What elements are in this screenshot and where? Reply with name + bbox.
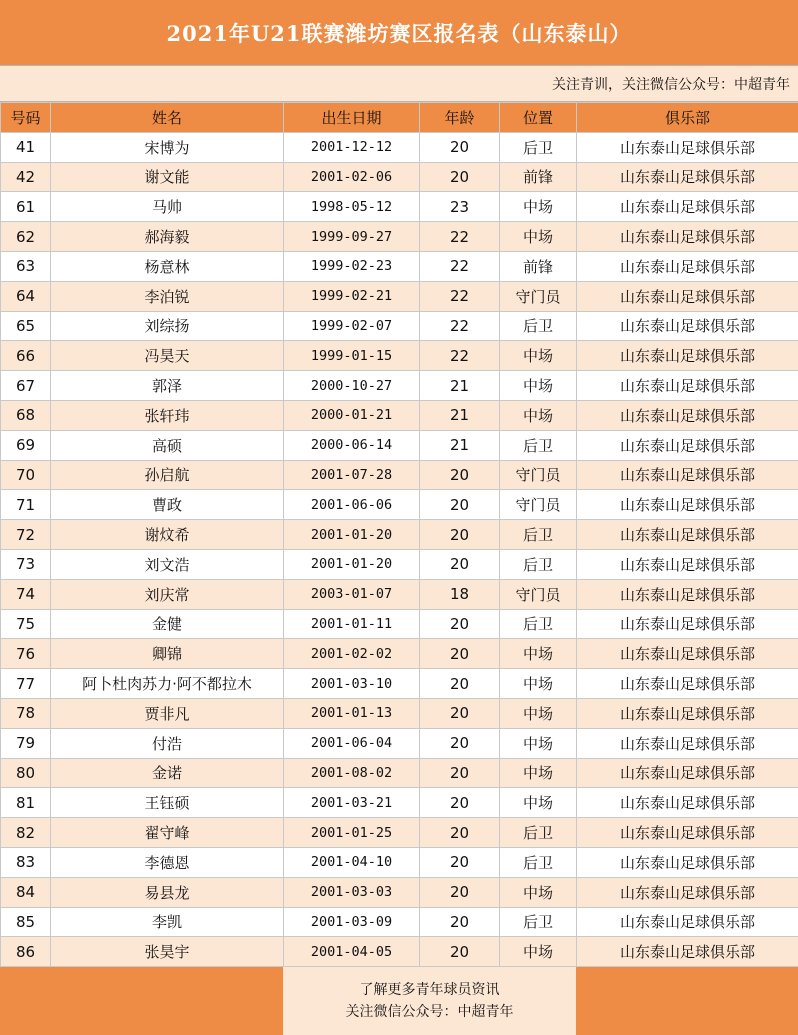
cell-number: 41 [1, 132, 51, 162]
cell-birthdate: 2000-10-27 [284, 371, 420, 401]
header-number: 号码 [1, 103, 51, 133]
cell-position: 后卫 [500, 311, 577, 341]
cell-age: 21 [420, 371, 500, 401]
table-row [1, 758, 798, 788]
table-row [1, 400, 798, 430]
cell-position: 后卫 [500, 847, 577, 877]
cell-age: 22 [420, 281, 500, 311]
cell-club: 山东泰山足球俱乐部 [577, 877, 798, 907]
cell-birthdate: 1999-02-23 [284, 251, 420, 281]
cell-age: 20 [420, 520, 500, 550]
cell-club: 山东泰山足球俱乐部 [577, 430, 798, 460]
cell-position: 中场 [500, 788, 577, 818]
cell-age: 20 [420, 490, 500, 520]
cell-club: 山东泰山足球俱乐部 [577, 847, 798, 877]
cell-club: 山东泰山足球俱乐部 [577, 579, 798, 609]
header-name: 姓名 [51, 103, 284, 133]
cell-age: 20 [420, 847, 500, 877]
table-row [1, 281, 798, 311]
table-row [1, 430, 798, 460]
table-row [1, 132, 798, 162]
cell-birthdate: 2001-01-13 [284, 698, 420, 728]
cell-age: 20 [420, 788, 500, 818]
header-birthdate: 出生日期 [284, 103, 420, 133]
cell-age: 18 [420, 579, 500, 609]
cell-number: 74 [1, 579, 51, 609]
footer [0, 967, 798, 1035]
cell-age: 22 [420, 341, 500, 371]
cell-birthdate: 2001-12-12 [284, 132, 420, 162]
cell-club: 山东泰山足球俱乐部 [577, 818, 798, 848]
table-row [1, 222, 798, 252]
cell-number: 81 [1, 788, 51, 818]
table-row [1, 609, 798, 639]
cell-birthdate: 2001-07-28 [284, 460, 420, 490]
cell-name: 孙启航 [51, 460, 284, 490]
cell-name: 张轩玮 [51, 400, 284, 430]
cell-age: 20 [420, 162, 500, 192]
cell-number: 71 [1, 490, 51, 520]
table-row [1, 788, 798, 818]
cell-position: 守门员 [500, 460, 577, 490]
cell-age: 20 [420, 818, 500, 848]
cell-name: 曹政 [51, 490, 284, 520]
cell-age: 20 [420, 907, 500, 937]
cell-number: 63 [1, 251, 51, 281]
table-row [1, 698, 798, 728]
cell-club: 山东泰山足球俱乐部 [577, 698, 798, 728]
cell-age: 21 [420, 400, 500, 430]
cell-name: 阿卜杜肉苏力·阿不都拉木 [51, 669, 284, 699]
cell-age: 20 [420, 549, 500, 579]
cell-birthdate: 1999-02-07 [284, 311, 420, 341]
footer-line-2: 关注微信公众号：中超青年 [346, 1001, 514, 1023]
cell-age: 22 [420, 222, 500, 252]
cell-club: 山东泰山足球俱乐部 [577, 490, 798, 520]
cell-number: 66 [1, 341, 51, 371]
cell-number: 65 [1, 311, 51, 341]
cell-club: 山东泰山足球俱乐部 [577, 251, 798, 281]
cell-birthdate: 2000-06-14 [284, 430, 420, 460]
cell-number: 85 [1, 907, 51, 937]
cell-position: 中场 [500, 698, 577, 728]
cell-name: 张昊宇 [51, 937, 284, 967]
table-row [1, 907, 798, 937]
cell-name: 金诺 [51, 758, 284, 788]
cell-birthdate: 2001-01-25 [284, 818, 420, 848]
cell-age: 22 [420, 311, 500, 341]
cell-number: 68 [1, 400, 51, 430]
cell-name: 金健 [51, 609, 284, 639]
cell-birthdate: 2003-01-07 [284, 579, 420, 609]
cell-number: 64 [1, 281, 51, 311]
cell-birthdate: 2001-02-06 [284, 162, 420, 192]
cell-number: 72 [1, 520, 51, 550]
cell-name: 李德恩 [51, 847, 284, 877]
cell-position: 中场 [500, 400, 577, 430]
cell-birthdate: 1998-05-12 [284, 192, 420, 222]
cell-position: 守门员 [500, 281, 577, 311]
cell-name: 刘庆常 [51, 579, 284, 609]
cell-club: 山东泰山足球俱乐部 [577, 549, 798, 579]
cell-position: 后卫 [500, 520, 577, 550]
header-age: 年龄 [420, 103, 500, 133]
cell-position: 中场 [500, 669, 577, 699]
cell-number: 79 [1, 728, 51, 758]
cell-age: 20 [420, 698, 500, 728]
cell-birthdate: 2000-01-21 [284, 400, 420, 430]
cell-age: 20 [420, 132, 500, 162]
cell-position: 中场 [500, 877, 577, 907]
cell-club: 山东泰山足球俱乐部 [577, 311, 798, 341]
cell-number: 62 [1, 222, 51, 252]
table-row [1, 728, 798, 758]
cell-number: 69 [1, 430, 51, 460]
footer-line-1: 了解更多青年球员资讯 [360, 979, 500, 1001]
cell-club: 山东泰山足球俱乐部 [577, 937, 798, 967]
table-row [1, 579, 798, 609]
cell-number: 42 [1, 162, 51, 192]
cell-name: 王钰硕 [51, 788, 284, 818]
cell-birthdate: 2001-04-05 [284, 937, 420, 967]
cell-birthdate: 2001-03-09 [284, 907, 420, 937]
footer-info [283, 967, 576, 1035]
cell-club: 山东泰山足球俱乐部 [577, 907, 798, 937]
cell-number: 61 [1, 192, 51, 222]
footer-right-block [576, 967, 798, 1035]
cell-age: 20 [420, 460, 500, 490]
cell-birthdate: 2001-02-02 [284, 639, 420, 669]
cell-birthdate: 2001-06-06 [284, 490, 420, 520]
cell-name: 卿锦 [51, 639, 284, 669]
cell-position: 后卫 [500, 549, 577, 579]
header-club: 俱乐部 [577, 103, 798, 133]
cell-position: 中场 [500, 222, 577, 252]
cell-club: 山东泰山足球俱乐部 [577, 162, 798, 192]
cell-birthdate: 2001-06-04 [284, 728, 420, 758]
cell-position: 中场 [500, 937, 577, 967]
cell-position: 守门员 [500, 490, 577, 520]
table-row [1, 490, 798, 520]
cell-name: 杨意林 [51, 251, 284, 281]
cell-club: 山东泰山足球俱乐部 [577, 669, 798, 699]
cell-number: 78 [1, 698, 51, 728]
cell-name: 谢文能 [51, 162, 284, 192]
cell-position: 守门员 [500, 579, 577, 609]
cell-birthdate: 2001-03-10 [284, 669, 420, 699]
cell-position: 前锋 [500, 251, 577, 281]
cell-birthdate: 1999-09-27 [284, 222, 420, 252]
cell-birthdate: 2001-03-03 [284, 877, 420, 907]
table-row [1, 341, 798, 371]
cell-club: 山东泰山足球俱乐部 [577, 639, 798, 669]
cell-number: 83 [1, 847, 51, 877]
cell-number: 75 [1, 609, 51, 639]
cell-name: 高硕 [51, 430, 284, 460]
table-row [1, 460, 798, 490]
cell-club: 山东泰山足球俱乐部 [577, 460, 798, 490]
cell-club: 山东泰山足球俱乐部 [577, 192, 798, 222]
cell-number: 73 [1, 549, 51, 579]
cell-position: 后卫 [500, 818, 577, 848]
cell-name: 李泊锐 [51, 281, 284, 311]
cell-number: 84 [1, 877, 51, 907]
table-row [1, 162, 798, 192]
cell-name: 谢炆希 [51, 520, 284, 550]
table-row [1, 847, 798, 877]
cell-position: 后卫 [500, 907, 577, 937]
cell-name: 郝海毅 [51, 222, 284, 252]
cell-position: 后卫 [500, 609, 577, 639]
cell-name: 翟守峰 [51, 818, 284, 848]
cell-name: 宋博为 [51, 132, 284, 162]
cell-position: 中场 [500, 371, 577, 401]
cell-age: 20 [420, 758, 500, 788]
cell-position: 中场 [500, 728, 577, 758]
cell-number: 82 [1, 818, 51, 848]
roster-body [1, 132, 798, 966]
cell-age: 20 [420, 877, 500, 907]
table-row [1, 311, 798, 341]
cell-age: 23 [420, 192, 500, 222]
cell-club: 山东泰山足球俱乐部 [577, 728, 798, 758]
cell-number: 80 [1, 758, 51, 788]
table-row [1, 639, 798, 669]
cell-age: 20 [420, 609, 500, 639]
cell-number: 77 [1, 669, 51, 699]
cell-club: 山东泰山足球俱乐部 [577, 520, 798, 550]
cell-name: 马帅 [51, 192, 284, 222]
footer-left-block [0, 967, 283, 1035]
cell-name: 郭泽 [51, 371, 284, 401]
cell-club: 山东泰山足球俱乐部 [577, 609, 798, 639]
cell-birthdate: 2001-01-11 [284, 609, 420, 639]
subtitle-follow-notice: 关注青训，关注微信公众号：中超青年 [0, 66, 798, 102]
cell-club: 山东泰山足球俱乐部 [577, 222, 798, 252]
cell-name: 刘文浩 [51, 549, 284, 579]
header-row [1, 103, 798, 133]
table-row [1, 818, 798, 848]
table-row [1, 251, 798, 281]
cell-position: 后卫 [500, 430, 577, 460]
cell-name: 易县龙 [51, 877, 284, 907]
table-row [1, 669, 798, 699]
page-title: 2021年U21联赛潍坊赛区报名表（山东泰山） [0, 0, 798, 66]
cell-club: 山东泰山足球俱乐部 [577, 371, 798, 401]
cell-birthdate: 2001-08-02 [284, 758, 420, 788]
cell-name: 刘综扬 [51, 311, 284, 341]
cell-birthdate: 1999-02-21 [284, 281, 420, 311]
cell-age: 20 [420, 639, 500, 669]
cell-position: 中场 [500, 758, 577, 788]
cell-position: 后卫 [500, 132, 577, 162]
cell-birthdate: 2001-01-20 [284, 520, 420, 550]
cell-age: 22 [420, 251, 500, 281]
cell-position: 中场 [500, 639, 577, 669]
header-position: 位置 [500, 103, 577, 133]
cell-club: 山东泰山足球俱乐部 [577, 132, 798, 162]
cell-birthdate: 2001-04-10 [284, 847, 420, 877]
cell-name: 冯昊天 [51, 341, 284, 371]
cell-position: 中场 [500, 341, 577, 371]
cell-number: 86 [1, 937, 51, 967]
cell-number: 70 [1, 460, 51, 490]
cell-birthdate: 2001-01-20 [284, 549, 420, 579]
cell-name: 李凯 [51, 907, 284, 937]
cell-birthdate: 1999-01-15 [284, 341, 420, 371]
cell-number: 67 [1, 371, 51, 401]
cell-club: 山东泰山足球俱乐部 [577, 341, 798, 371]
cell-name: 付浩 [51, 728, 284, 758]
cell-name: 贾非凡 [51, 698, 284, 728]
table-row [1, 549, 798, 579]
cell-club: 山东泰山足球俱乐部 [577, 758, 798, 788]
cell-club: 山东泰山足球俱乐部 [577, 788, 798, 818]
table-row [1, 192, 798, 222]
cell-position: 前锋 [500, 162, 577, 192]
cell-age: 20 [420, 669, 500, 699]
cell-club: 山东泰山足球俱乐部 [577, 281, 798, 311]
table-row [1, 371, 798, 401]
table-row [1, 520, 798, 550]
cell-age: 20 [420, 728, 500, 758]
roster-table [0, 102, 798, 967]
cell-age: 20 [420, 937, 500, 967]
table-row [1, 877, 798, 907]
table-row [1, 937, 798, 967]
cell-club: 山东泰山足球俱乐部 [577, 400, 798, 430]
cell-position: 中场 [500, 192, 577, 222]
cell-age: 21 [420, 430, 500, 460]
cell-number: 76 [1, 639, 51, 669]
cell-birthdate: 2001-03-21 [284, 788, 420, 818]
